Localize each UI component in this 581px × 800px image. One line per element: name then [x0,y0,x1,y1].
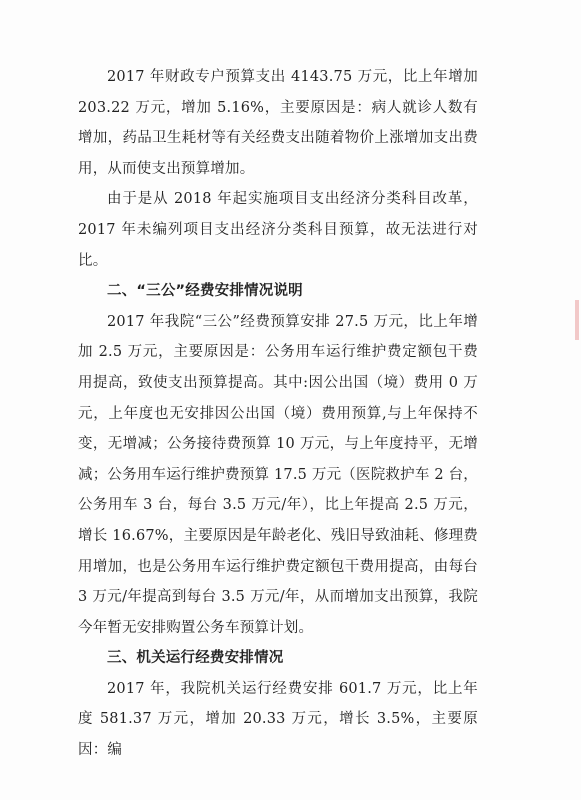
document-body [78,62,478,766]
section-heading-operating-expenses: 三、机关运行经费安排情况 [107,650,284,667]
section-heading-three-public-expenses: 二、“三公”经费安排情况说明 [107,283,303,300]
paragraph-three-public-expenses: 2017 年我院“三公”经费预算安排 27.5 万元，比上年增加 2.5 万元，主要原因是：公务用车运行维护费定额包干费用提高，致使支出预算提高。其中:因公出国（境）费用 0 万元，上年度也无安排因公出国（境）费用预算,与上年保持不变，无增减；公务接待费预算 10 万元，与上年度持平，无增减；公务用车运行维护费预算 17.5 万元（医院救护车 2 台，公务用车 3 台，每台 3.5 万元/年），比上年提高 2.5 万元，增长 16.67%，主要原因是年龄老化、残旧导致油耗、修理费用增加，也是公务用车运行维护费定额包干费用提高，由每台 3 万元/年提高到每台 3.5 万元/年，从而增加支出预算，我院今年暂无安排购置公务车预算计划。 [78,313,478,636]
paragraph-operating-expenses: 2017 年，我院机关运行经费安排 601.7 万元，比上年度 581.37 万元，增加 20.33 万元，增长 3.5%，主要原因：编 [78,680,478,759]
paragraph-budget-special-account: 2017 年财政专户预算支出 4143.75 万元，比上年增加 203.22 万元，增加 5.16%，主要原因是：病人就诊人数有增加，药品卫生耗材等有关经费支出随着物价上涨增加支出费用，从而使支出预算增加。 [78,69,478,177]
paragraph-classification-reform: 由于是从 2018 年起实施项目支出经济分类科目改革，2017 年未编列项目支出经济分类科目预算，故无法进行对比。 [78,191,478,269]
red-stamp-edge [575,300,579,340]
